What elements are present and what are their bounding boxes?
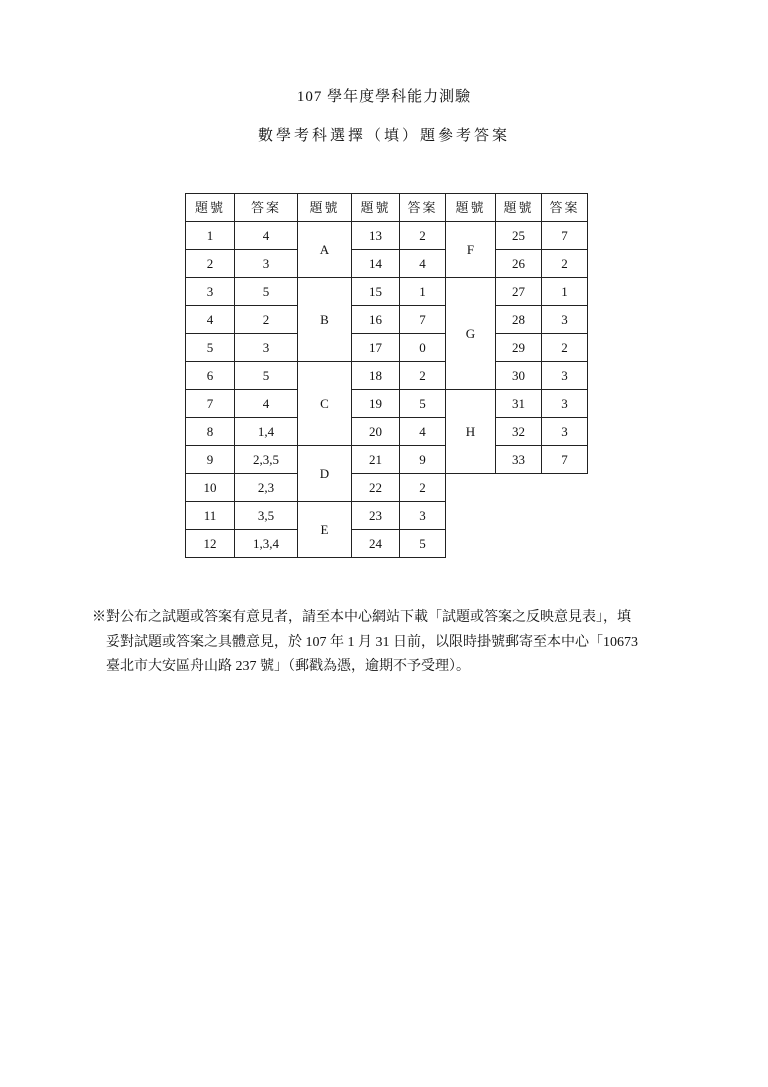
answer-value: 2	[400, 222, 446, 250]
question-number: 26	[496, 250, 542, 278]
question-number: 11	[186, 502, 235, 530]
question-number: 16	[352, 306, 400, 334]
question-number: 23	[352, 502, 400, 530]
question-number: 24	[352, 530, 400, 558]
header-cell: 題號	[352, 194, 400, 222]
empty-area	[446, 474, 588, 558]
answer-value: 3	[542, 418, 588, 446]
table-row	[186, 362, 588, 390]
answer-value: 5	[235, 362, 298, 390]
notice-paragraph	[92, 606, 692, 680]
question-number: 1	[186, 222, 235, 250]
question-number: 33	[496, 446, 542, 474]
answer-value: 4	[400, 418, 446, 446]
answer-value: 4	[235, 222, 298, 250]
answer-value: 5	[235, 278, 298, 306]
question-number: 22	[352, 474, 400, 502]
question-number: 30	[496, 362, 542, 390]
answer-value: 2	[235, 306, 298, 334]
header-cell: 題號	[298, 194, 352, 222]
answer-value: 3	[235, 334, 298, 362]
table-row	[186, 390, 588, 418]
question-number: 29	[496, 334, 542, 362]
group-label: C	[298, 362, 352, 446]
answer-value: 3	[542, 306, 588, 334]
answer-value: 7	[542, 222, 588, 250]
answer-value: 3	[400, 502, 446, 530]
header-cell: 答案	[542, 194, 588, 222]
question-number: 31	[496, 390, 542, 418]
group-label: E	[298, 502, 352, 558]
answer-value: 9	[400, 446, 446, 474]
table-row	[186, 418, 588, 446]
question-number: 27	[496, 278, 542, 306]
answer-value: 1	[400, 278, 446, 306]
question-number: 15	[352, 278, 400, 306]
question-number: 18	[352, 362, 400, 390]
answer-value: 5	[400, 390, 446, 418]
question-number: 2	[186, 250, 235, 278]
table-row	[186, 334, 588, 362]
header-cell: 答案	[235, 194, 298, 222]
question-number: 20	[352, 418, 400, 446]
question-number: 7	[186, 390, 235, 418]
answer-value: 4	[400, 250, 446, 278]
answer-value: 2	[542, 334, 588, 362]
notice-line: ※對公布之試題或答案有意見者，請至本中心網站下載「試題或答案之反映意見表」，填	[92, 610, 631, 625]
group-label: B	[298, 278, 352, 362]
group-label: G	[446, 278, 496, 390]
header-cell: 題號	[446, 194, 496, 222]
answer-value: 3	[542, 362, 588, 390]
question-number: 3	[186, 278, 235, 306]
answer-value: 2	[400, 362, 446, 390]
table-row	[186, 222, 588, 250]
header-cell: 題號	[496, 194, 542, 222]
question-number: 19	[352, 390, 400, 418]
question-number: 25	[496, 222, 542, 250]
header-cell: 答案	[400, 194, 446, 222]
answer-value: 2	[542, 250, 588, 278]
table-row	[186, 250, 588, 278]
group-label: H	[446, 390, 496, 474]
question-number: 17	[352, 334, 400, 362]
group-label: D	[298, 446, 352, 502]
answer-value: 7	[542, 446, 588, 474]
answer-value: 7	[400, 306, 446, 334]
answer-value: 3	[235, 250, 298, 278]
document-subtitle: 數學考科選擇（填）題參考答案	[257, 128, 510, 144]
notice-line: 臺北市大安區舟山路 237 號」（郵戳為憑，逾期不予受理）。	[106, 659, 470, 674]
answer-value: 0	[400, 334, 446, 362]
answer-value: 2,3	[235, 474, 298, 502]
answer-value: 4	[235, 390, 298, 418]
table-row	[186, 306, 588, 334]
notice-line: 妥對試題或答案之具體意見，於 107 年 1 月 31 日前，以限時掛號郵寄至本中心「10673	[106, 634, 638, 650]
table-header-row	[186, 194, 588, 222]
question-number: 4	[186, 306, 235, 334]
answer-table	[185, 193, 588, 558]
answer-value: 2	[400, 474, 446, 502]
answer-value: 1,3,4	[235, 530, 298, 558]
question-number: 28	[496, 306, 542, 334]
table-row	[186, 446, 588, 474]
answer-value: 3	[542, 390, 588, 418]
question-number: 21	[352, 446, 400, 474]
question-number: 10	[186, 474, 235, 502]
question-number: 32	[496, 418, 542, 446]
answer-value: 1,4	[235, 418, 298, 446]
answer-value: 3,5	[235, 502, 298, 530]
question-number: 5	[186, 334, 235, 362]
table-row	[186, 278, 588, 306]
question-number: 8	[186, 418, 235, 446]
question-number: 9	[186, 446, 235, 474]
answer-value: 5	[400, 530, 446, 558]
group-label: F	[446, 222, 496, 278]
question-number: 13	[352, 222, 400, 250]
table-row	[186, 474, 588, 502]
question-number: 6	[186, 362, 235, 390]
answer-value: 1	[542, 278, 588, 306]
document-title: 107 學年度學科能力測驗	[296, 89, 472, 105]
question-number: 12	[186, 530, 235, 558]
header-cell: 題號	[186, 194, 235, 222]
question-number: 14	[352, 250, 400, 278]
answer-value: 2,3,5	[235, 446, 298, 474]
group-label: A	[298, 222, 352, 278]
